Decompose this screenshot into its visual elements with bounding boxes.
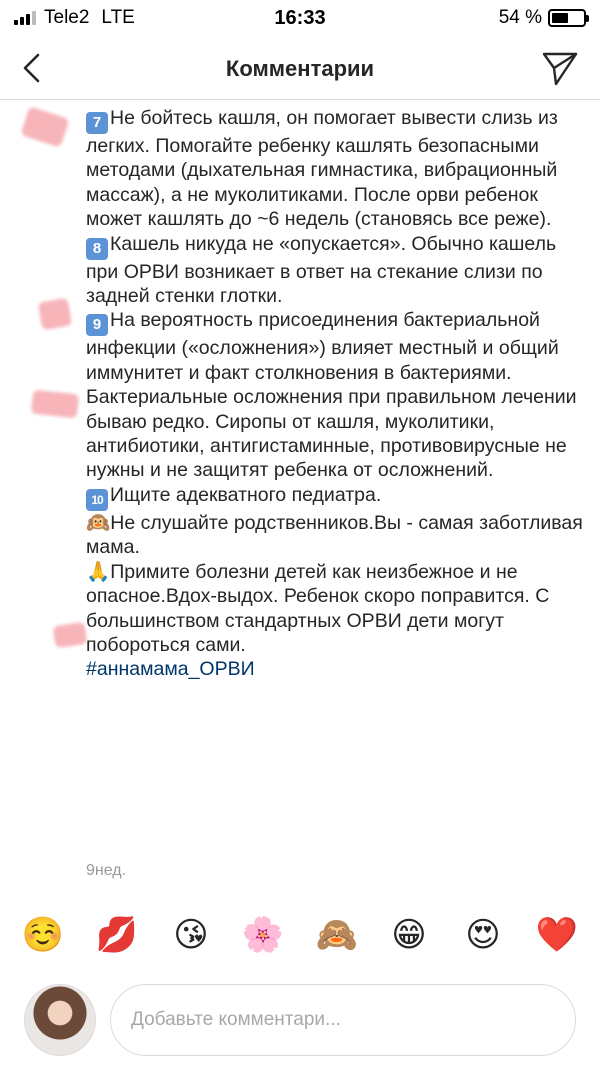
- emoji-button-see-no-evil[interactable]: 🙈: [315, 915, 359, 955]
- comment-item-text: Примите болезни детей как неизбежное и не опасное.Вдох-выдох. Ребенок скоро поправится. С большинством стандартных ОРВИ дети могут побороться сами.: [86, 560, 555, 656]
- comment-item-text: Не слушайте родственников.Вы - самая заботливая мама.: [86, 511, 589, 559]
- monkey-emoji: 🙉: [86, 511, 111, 534]
- emoji-quick-bar: [0, 912, 600, 958]
- redaction-mark: [31, 390, 79, 419]
- comment-item: [86, 232, 586, 309]
- comment-item: [86, 308, 586, 482]
- comment-composer: [110, 984, 576, 1056]
- page-title: Комментарии: [225, 56, 375, 81]
- comment-item: [86, 106, 586, 232]
- hashtag-link[interactable]: #аннамама_ОРВИ: [86, 658, 255, 681]
- keycap-badge: 8: [86, 238, 108, 260]
- keycap-badge: 7: [86, 112, 108, 134]
- comment-item-text: Кашель никуда не «опускается». Обычно кашель при ОРВИ возникает в ответ на стекание слизи по задней стенки глотки.: [86, 232, 562, 308]
- redaction-mark: [53, 622, 88, 648]
- status-right: [499, 7, 586, 29]
- battery-icon: [548, 9, 586, 27]
- emoji-button-red-heart[interactable]: ❤️: [535, 915, 579, 955]
- battery-cap: [586, 15, 589, 22]
- emoji-button-heart-eyes[interactable]: 😍: [465, 915, 501, 955]
- status-bar: [0, 0, 600, 36]
- comment-item: [86, 511, 589, 560]
- emoji-button-grin[interactable]: 😁: [391, 915, 427, 955]
- battery-percent: 54 %: [498, 7, 542, 28]
- comment-item-text: На вероятность присоединения бактериальной инфекции («осложнения») влияет местный и общий иммунитет и факт столкновения в бактериями. Бактериальные осложнения при правильном лечении бываю редко. Сиропы от кашля, муколитики, антибиотики, антигистаминные, противовирусные не нужны и не защитят ребенка от осложнений.: [86, 309, 582, 482]
- clock: 16:33: [274, 7, 326, 29]
- network-type: LTE: [101, 7, 135, 28]
- comment-age: 9нед.: [86, 862, 127, 879]
- keycap-badge: 10: [86, 489, 108, 511]
- carrier-name: Tele2: [44, 7, 90, 28]
- redaction-mark: [38, 298, 72, 331]
- scrolled-text-fragment: [86, 86, 586, 106]
- emoji-button-blossom[interactable]: 🌸: [241, 915, 285, 955]
- emoji-button-blowing-kiss[interactable]: 😘: [173, 915, 209, 955]
- comment-item-text: Не бойтесь кашля, он помогает вывести слизь из легких. Помогайте ребенку кашлять безопасными методами (дыхательная гимнастика, вибрационный массаж), а не муколитиками. После орви ребенок может кашлять до ~6 недель (становясь все реже).: [86, 107, 564, 231]
- comment-input[interactable]: [131, 985, 561, 1055]
- comment-item-text: Ищите адекватного педиатра.: [110, 483, 382, 506]
- redaction-mark: [20, 106, 69, 148]
- comment-item: [86, 483, 586, 511]
- keycap-badge: 9: [86, 314, 108, 336]
- paper-plane-icon[interactable]: [540, 48, 580, 88]
- comment-body: [86, 86, 589, 876]
- emoji-button-kiss-mark[interactable]: 💋: [95, 915, 139, 955]
- battery-fill: [552, 13, 568, 23]
- avatar: [24, 984, 96, 1056]
- praying-hands-emoji: 🙏: [86, 560, 111, 583]
- comment-item: [86, 560, 586, 658]
- emoji-button-smiling[interactable]: ☺️: [21, 915, 65, 955]
